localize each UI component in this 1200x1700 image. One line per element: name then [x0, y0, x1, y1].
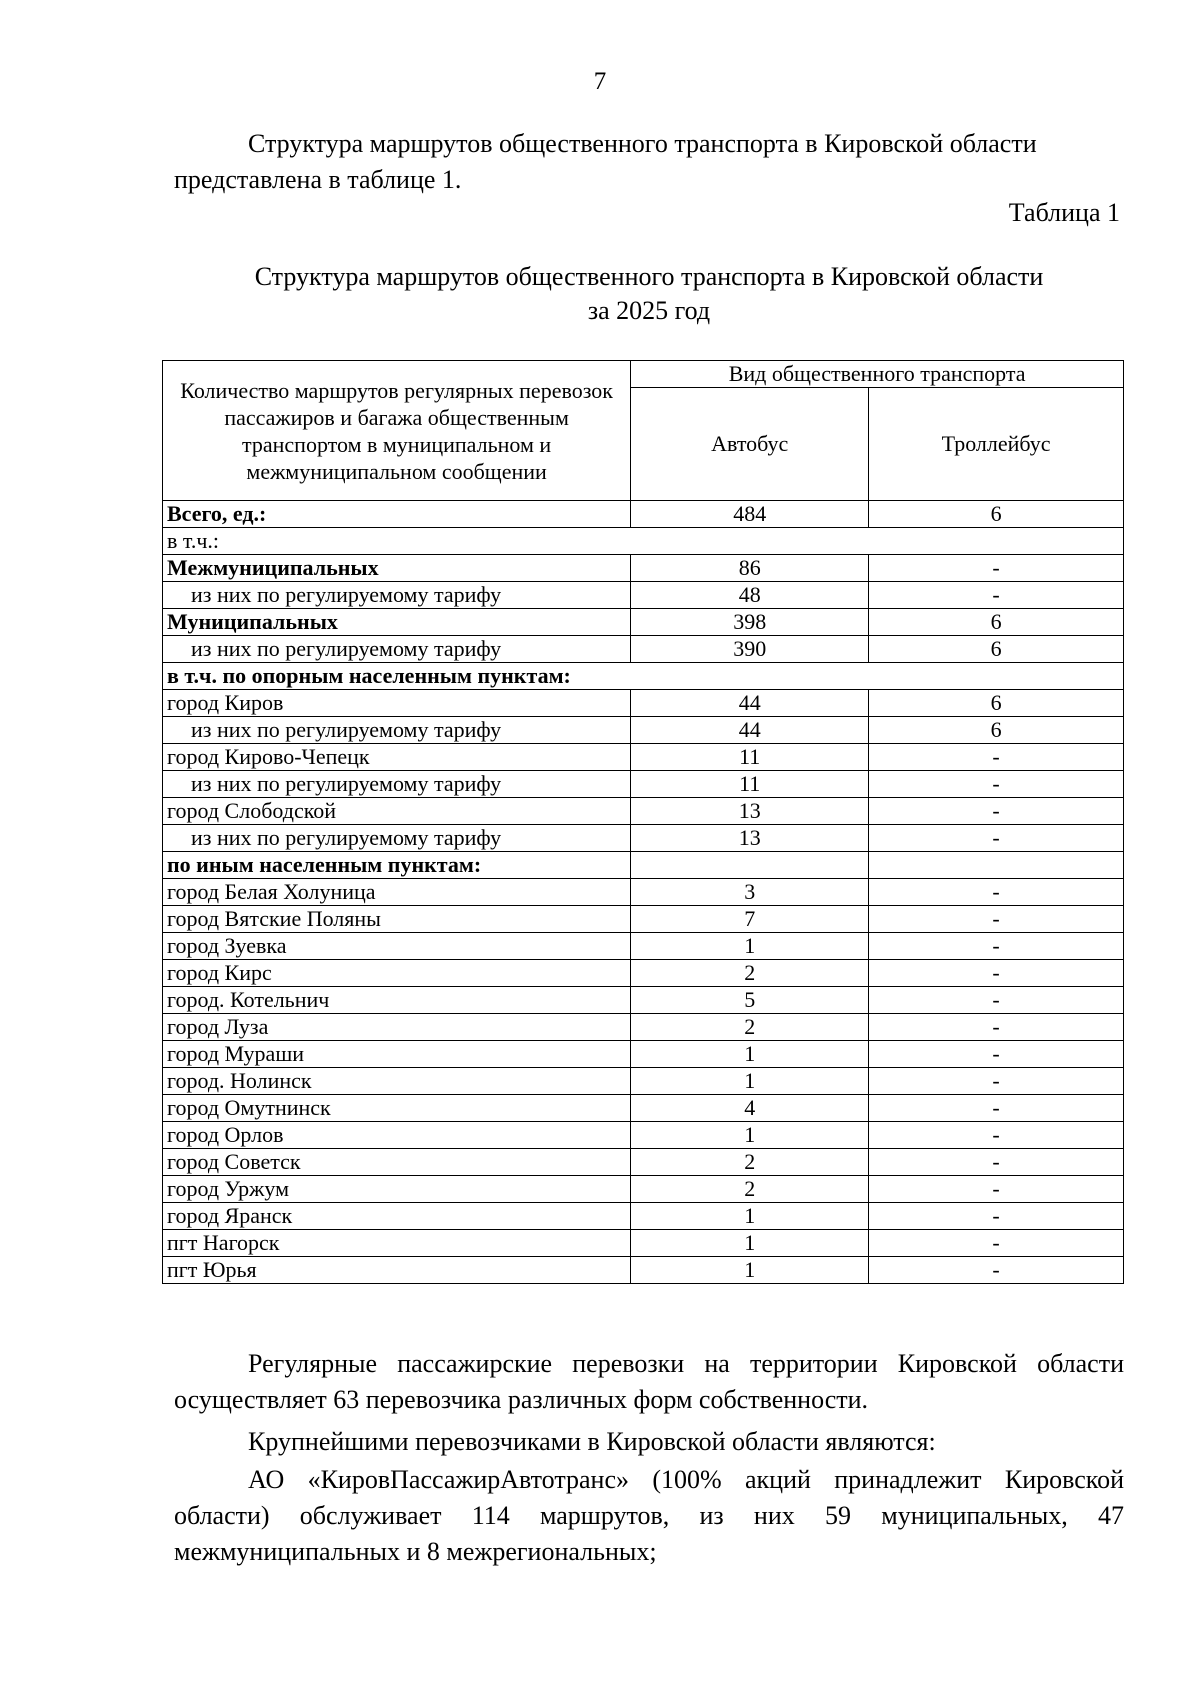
row-label: город Кирс: [163, 960, 631, 987]
trolleybus-value: -: [869, 555, 1124, 582]
largest-carriers-paragraph: Крупнейшими перевозчиками в Кировской области являются:: [248, 1427, 936, 1456]
bus-value: 11: [631, 744, 869, 771]
row-label: город. Нолинск: [163, 1068, 631, 1095]
trolleybus-value: -: [869, 582, 1124, 609]
table-row: [163, 1203, 1124, 1230]
table-row: [163, 1230, 1124, 1257]
row-label: город Орлов: [163, 1122, 631, 1149]
header-transport-type: Вид общественного транспорта: [631, 361, 1124, 388]
row-label: город Мураши: [163, 1041, 631, 1068]
bus-value: 1: [631, 1041, 869, 1068]
trolleybus-value: 6: [869, 636, 1124, 663]
trolleybus-value: -: [869, 879, 1124, 906]
row-label: город Вятские Поляны: [163, 906, 631, 933]
bus-value: 1: [631, 933, 869, 960]
row-label: в т.ч. по опорным населенным пунктам:: [163, 663, 1124, 690]
row-label: из них по регулируемому тарифу: [163, 636, 631, 663]
trolleybus-value: -: [869, 1014, 1124, 1041]
row-label: из них по регулируемому тарифу: [163, 582, 631, 609]
bus-value: 7: [631, 906, 869, 933]
bus-value: 390: [631, 636, 869, 663]
table-row: [163, 744, 1124, 771]
carriers-paragraph: Регулярные пассажирские перевозки на территории Кировской области осуществляет 63 перевозчика различных форм собственности.: [174, 1349, 1124, 1414]
trolleybus-value: -: [869, 744, 1124, 771]
table-row: [163, 1149, 1124, 1176]
table-row: [163, 717, 1124, 744]
bus-value: 11: [631, 771, 869, 798]
bus-value: 5: [631, 987, 869, 1014]
trolleybus-value: 6: [869, 501, 1124, 528]
header-trolleybus: Троллейбус: [869, 388, 1124, 501]
table-row: [163, 1176, 1124, 1203]
table-row: [163, 1068, 1124, 1095]
table-row: [163, 1257, 1124, 1284]
table-label: Таблица 1: [1008, 198, 1120, 227]
bus-value: 44: [631, 717, 869, 744]
table-row: [163, 771, 1124, 798]
trolleybus-value: 6: [869, 609, 1124, 636]
table-row: [163, 879, 1124, 906]
row-label: в т.ч.:: [163, 528, 1124, 555]
trolleybus-value: -: [869, 1149, 1124, 1176]
table-row: [163, 609, 1124, 636]
bus-value: 86: [631, 555, 869, 582]
page-number: 7: [593, 68, 607, 95]
bus-value: 1: [631, 1122, 869, 1149]
bus-value: 48: [631, 582, 869, 609]
row-label: Муниципальных: [163, 609, 631, 636]
bus-value: 44: [631, 690, 869, 717]
bus-value: 3: [631, 879, 869, 906]
table-caption-line-2: за 2025 год: [587, 296, 711, 325]
row-label: пгт Юрья: [163, 1257, 631, 1284]
row-label: город Советск: [163, 1149, 631, 1176]
trolleybus-value: -: [869, 906, 1124, 933]
kpat-paragraph: АО «КировПассажирАвтотранс» (100% акций принадлежит Кировской области) обслуживает 114 маршрутов, из них 59 муниципальных, 47 межмуниципальных и 8 межрегиональных;: [174, 1465, 1124, 1566]
table-row: [163, 933, 1124, 960]
bus-value: 2: [631, 1014, 869, 1041]
table-row: [163, 555, 1124, 582]
row-label: город Омутнинск: [163, 1095, 631, 1122]
table-row: [163, 582, 1124, 609]
trolleybus-value: -: [869, 933, 1124, 960]
trolleybus-value: -: [869, 1257, 1124, 1284]
table-row: [163, 636, 1124, 663]
row-label: Межмуниципальных: [163, 555, 631, 582]
row-label: пгт Нагорск: [163, 1230, 631, 1257]
row-label: из них по регулируемому тарифу: [163, 771, 631, 798]
routes-table: [162, 360, 1124, 1284]
table-row: [163, 906, 1124, 933]
bus-value: 13: [631, 798, 869, 825]
table-row: [163, 798, 1124, 825]
table-caption-line-1: Структура маршрутов общественного транспорта в Кировской области: [254, 262, 1044, 291]
bus-value: 13: [631, 825, 869, 852]
row-label: город Киров: [163, 690, 631, 717]
table-header-row: [163, 361, 1124, 388]
trolleybus-value: -: [869, 960, 1124, 987]
row-label: город Слободской: [163, 798, 631, 825]
table-row: [163, 1041, 1124, 1068]
trolleybus-value: -: [869, 1041, 1124, 1068]
bus-value: 2: [631, 960, 869, 987]
table-row: [163, 1014, 1124, 1041]
table-row: [163, 690, 1124, 717]
trolleybus-value: -: [869, 1230, 1124, 1257]
row-label: из них по регулируемому тарифу: [163, 825, 631, 852]
row-label: город Уржум: [163, 1176, 631, 1203]
trolleybus-value: -: [869, 1095, 1124, 1122]
trolleybus-value: 6: [869, 717, 1124, 744]
trolleybus-value: -: [869, 771, 1124, 798]
bus-value: 2: [631, 1176, 869, 1203]
row-label: город Зуевка: [163, 933, 631, 960]
row-label: город Кирово-Чепецк: [163, 744, 631, 771]
table-row: [163, 825, 1124, 852]
table-row: [163, 501, 1124, 528]
bus-value: [631, 852, 869, 879]
bus-value: 398: [631, 609, 869, 636]
table-caption: [174, 260, 1124, 328]
bus-value: 1: [631, 1068, 869, 1095]
bus-value: 1: [631, 1230, 869, 1257]
trolleybus-value: [869, 852, 1124, 879]
row-label: по иным населенным пунктам:: [163, 852, 631, 879]
trolleybus-value: -: [869, 798, 1124, 825]
row-label: город Луза: [163, 1014, 631, 1041]
bus-value: 2: [631, 1149, 869, 1176]
table-row: [163, 960, 1124, 987]
bus-value: 1: [631, 1257, 869, 1284]
intro-paragraph: Структура маршрутов общественного транспорта в Кировской области представлена в таблице 1.: [174, 129, 1037, 194]
table-row: [163, 1095, 1124, 1122]
row-label: город. Котельнич: [163, 987, 631, 1014]
table-row: [163, 1122, 1124, 1149]
table-row: [163, 987, 1124, 1014]
trolleybus-value: -: [869, 1068, 1124, 1095]
trolleybus-value: -: [869, 1203, 1124, 1230]
table-row: [163, 528, 1124, 555]
row-label: город Белая Холуница: [163, 879, 631, 906]
bus-value: 1: [631, 1203, 869, 1230]
header-routes-count: Количество маршрутов регулярных перевозок пассажиров и багажа общественным транспортом в муниципальном и межмуниципальном сообщении: [163, 361, 631, 501]
bus-value: 4: [631, 1095, 869, 1122]
trolleybus-value: 6: [869, 690, 1124, 717]
bus-value: 484: [631, 501, 869, 528]
table-row: [163, 852, 1124, 879]
row-label: из них по регулируемому тарифу: [163, 717, 631, 744]
row-label: город Яранск: [163, 1203, 631, 1230]
trolleybus-value: -: [869, 825, 1124, 852]
trolleybus-value: -: [869, 1122, 1124, 1149]
table-row: [163, 663, 1124, 690]
row-label: Всего, ед.:: [163, 501, 631, 528]
trolleybus-value: -: [869, 987, 1124, 1014]
header-bus: Автобус: [631, 388, 869, 501]
trolleybus-value: -: [869, 1176, 1124, 1203]
